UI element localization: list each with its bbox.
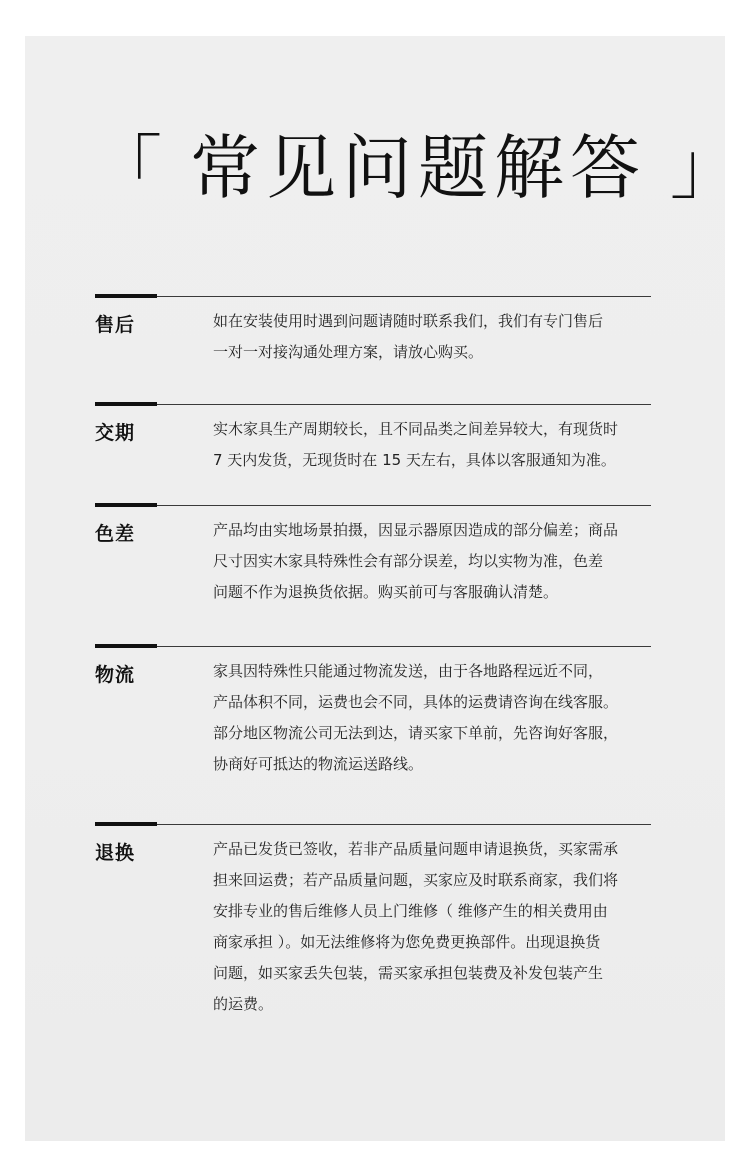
page-title — [92, 118, 746, 218]
section-divider — [95, 404, 651, 405]
section-divider — [95, 296, 651, 297]
answer-line: 安排专业的售后维修人员上门维修（ 维修产生的相关费用由 — [213, 902, 608, 920]
faq-label-after-sales: 售后 — [95, 314, 136, 336]
title-text: 常见问题解答 — [190, 127, 646, 209]
answer-line: 部分地区物流公司无法到达，请买家下单前，先咨询好客服， — [213, 724, 619, 742]
answer-line: 如在安装使用时遇到问题请随时联系我们，我们有专门售后 — [213, 312, 604, 330]
answer-line: 尺寸因实木家具特殊性会有部分误差，均以实物为准，色差 — [213, 552, 604, 570]
faq-label-logistics: 物流 — [95, 664, 136, 686]
answer-line: 实木家具生产周期较长，且不同品类之间差异较大，有现货时 — [213, 420, 619, 438]
section-divider — [95, 646, 651, 647]
faq-answer-delivery — [213, 414, 663, 476]
answer-line: 产品均由实地场景拍摄，因显示器原因造成的部分偏差；商品 — [213, 521, 619, 539]
answer-line: 一对一对接沟通处理方案，请放心购买。 — [213, 343, 484, 361]
answer-line: 问题不作为退换货依据。购买前可与客服确认清楚。 — [213, 583, 559, 601]
faq-answer-returns — [213, 834, 663, 1020]
section-divider-accent — [95, 822, 157, 826]
answer-line: 商家承担 ）。如无法维修将为您免费更换部件。出现退换货 — [213, 933, 601, 951]
section-divider-accent — [95, 402, 157, 406]
section-divider-accent — [95, 294, 157, 298]
faq-answer-after-sales — [213, 306, 663, 368]
answer-line: 担来回运费；若产品质量问题，买家应及时联系商家，我们将 — [213, 871, 619, 889]
faq-label-returns: 退换 — [95, 842, 136, 864]
title-open-bracket: 「 — [92, 127, 168, 209]
answer-line: 7 天内发货，无现货时在 15 天左右，具体以客服通知为准。 — [213, 451, 616, 469]
answer-line: 家具因特殊性只能通过物流发送，由于各地路程远近不同， — [213, 662, 604, 680]
answer-line: 产品体积不同，运费也会不同，具体的运费请咨询在线客服。 — [213, 693, 619, 711]
answer-line: 的运费。 — [213, 995, 274, 1013]
section-divider-accent — [95, 644, 157, 648]
answer-line: 问题，如买家丢失包装，需买家承担包装费及补发包装产生 — [213, 964, 604, 982]
title-close-bracket: 」 — [670, 127, 746, 209]
section-divider-accent — [95, 503, 157, 507]
section-divider — [95, 505, 651, 506]
faq-label-color-difference: 色差 — [95, 523, 136, 545]
faq-answer-logistics — [213, 656, 663, 780]
answer-line: 产品已发货已签收，若非产品质量问题申请退换货，买家需承 — [213, 840, 619, 858]
faq-answer-color-difference — [213, 515, 663, 608]
answer-line: 协商好可抵达的物流运送路线。 — [213, 755, 424, 773]
section-divider — [95, 824, 651, 825]
faq-label-delivery: 交期 — [95, 422, 136, 444]
